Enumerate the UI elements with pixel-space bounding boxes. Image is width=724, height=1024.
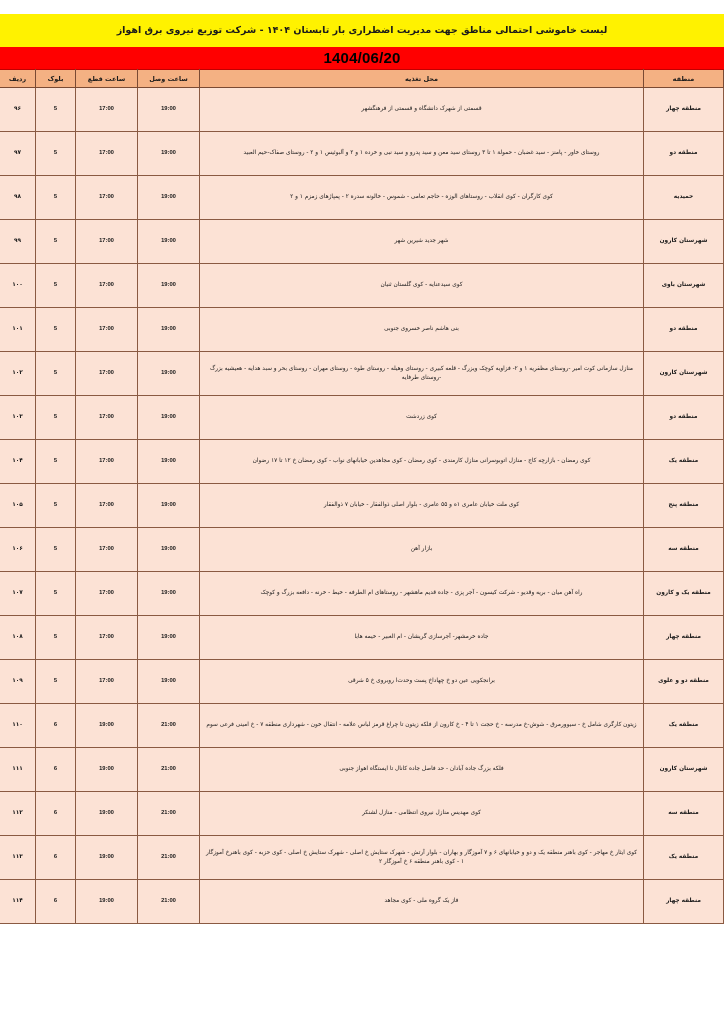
- cell-radif: ۱۱۳: [0, 836, 36, 880]
- schedule-date: 1404/06/20: [323, 49, 401, 67]
- cell-location: شهر جدید شیرین شهر: [200, 220, 644, 264]
- cell-radif: ۱۰۲: [0, 352, 36, 396]
- cell-location: راه آهن میان - بریه وقدیو - شرکت کیسون - آجر پزی - جاده قدیم ماهشهر - روستاهای ام الطرفه - خیط - خرنه - دافعه بزرگ و کوچک: [200, 572, 644, 616]
- table-row: [0, 704, 724, 748]
- table-row: [0, 88, 724, 132]
- cell-location: کوی ایثار خ مهاجر - کوی باهنر منطقه یک و دو و خیابانهای ۶ و ۷ آموزگار و بهاران - بلوار آرتش - شهرک ستایش خ اصلی - شهرک ستایش خ اصلی - کوی حزبه - کوی باهنرخ آموزگار ۱ - کوی باهنر منطقه ۶ خ آموزگار ۲: [200, 836, 644, 880]
- cell-location: منازل سازمانی کوت امیر -روستای مظفریه ۱ و ۲- فزاویه کوچک ویزرگ - قلعه کبیری - روستای وهیله - روستای طوه - روستای مهران - روستای بحر و سبد هدایه - هعیشیه بزرگ -روستای طرفایه: [200, 352, 644, 396]
- cell-connect-time: 19:00: [138, 572, 200, 616]
- cell-zone: منطقه یک: [644, 704, 724, 748]
- cell-connect-time: 19:00: [138, 132, 200, 176]
- cell-cut-time: 17:00: [76, 572, 138, 616]
- cell-zone: شهرستان کارون: [644, 748, 724, 792]
- cell-block: 5: [36, 484, 76, 528]
- cell-radif: ۱۱۰: [0, 704, 36, 748]
- cell-cut-time: 17:00: [76, 396, 138, 440]
- cell-radif: ۱۰۴: [0, 440, 36, 484]
- cell-block: 5: [36, 176, 76, 220]
- table-row: [0, 616, 724, 660]
- cell-cut-time: 17:00: [76, 264, 138, 308]
- cell-connect-time: 21:00: [138, 792, 200, 836]
- table-row: [0, 528, 724, 572]
- page-title: لیست خاموشی احتمالی مناطق جهت مدیریت اضطراری بار تابستان ۱۴۰۴ - شرکت توزیع نیروی برق اهواز: [116, 24, 608, 36]
- cell-connect-time: 19:00: [138, 352, 200, 396]
- cell-block: 5: [36, 660, 76, 704]
- cell-radif: ۹۶: [0, 88, 36, 132]
- cell-location: کوی زردشت: [200, 396, 644, 440]
- cell-zone: منطقه پنج: [644, 484, 724, 528]
- cell-location: روستای خاور - پامنز - سید غضبان - حمولة ۱ تا ۳ روستای سید معن و سید پدرو و سید نبی و خرده ۱ و ۲ و آلبوئیس ۱ و ۲ - روستای صفاک-حیم العبید: [200, 132, 644, 176]
- table-row: [0, 396, 724, 440]
- cell-radif: ۹۹: [0, 220, 36, 264]
- cell-zone: منطقه یک: [644, 836, 724, 880]
- table-header-row: [0, 70, 724, 88]
- cell-cut-time: 17:00: [76, 220, 138, 264]
- column-header-zone: منطقه: [644, 70, 724, 88]
- cell-zone: حمیدیه: [644, 176, 724, 220]
- cell-cut-time: 19:00: [76, 704, 138, 748]
- cell-cut-time: 17:00: [76, 484, 138, 528]
- cell-block: 5: [36, 528, 76, 572]
- cell-location: جاده خرمشهر- آجرسازی گریشان - ام الغبیر - خیمه هابا: [200, 616, 644, 660]
- cell-block: 6: [36, 792, 76, 836]
- column-header-block: بلوک: [36, 70, 76, 88]
- cell-connect-time: 19:00: [138, 176, 200, 220]
- cell-cut-time: 17:00: [76, 88, 138, 132]
- table-row: [0, 264, 724, 308]
- cell-zone: منطقه دو: [644, 132, 724, 176]
- table-row: [0, 352, 724, 396]
- cell-location: فاز یک گروه ملی - کوی مجاهد: [200, 880, 644, 924]
- cell-block: 5: [36, 616, 76, 660]
- cell-block: 5: [36, 220, 76, 264]
- cell-location: فلکه بزرگ جاده آبادان - حد فاصل جاده کانال تا ایستگاه اهواز جنوبی: [200, 748, 644, 792]
- cell-radif: ۹۷: [0, 132, 36, 176]
- column-header-radif: ردیف: [0, 70, 36, 88]
- cell-location: قسمتی از شهرک دانشگاه و قسمتی از فرهنگشهر: [200, 88, 644, 132]
- cell-cut-time: 17:00: [76, 352, 138, 396]
- cell-radif: ۱۰۹: [0, 660, 36, 704]
- cell-cut-time: 17:00: [76, 660, 138, 704]
- cell-radif: ۱۰۱: [0, 308, 36, 352]
- cell-zone: منطقه سه: [644, 528, 724, 572]
- cell-zone: منطقه یک: [644, 440, 724, 484]
- cell-block: 5: [36, 352, 76, 396]
- cell-cut-time: 19:00: [76, 880, 138, 924]
- cell-connect-time: 19:00: [138, 440, 200, 484]
- cell-connect-time: 19:00: [138, 264, 200, 308]
- cell-zone: منطقه دو: [644, 308, 724, 352]
- title-banner: [0, 14, 724, 47]
- table-row: [0, 748, 724, 792]
- cell-cut-time: 17:00: [76, 616, 138, 660]
- cell-zone: منطقه یک و کارون: [644, 572, 724, 616]
- cell-radif: ۱۱۲: [0, 792, 36, 836]
- table-row: [0, 880, 724, 924]
- table-row: [0, 836, 724, 880]
- cell-block: 6: [36, 836, 76, 880]
- cell-block: 5: [36, 440, 76, 484]
- cell-cut-time: 17:00: [76, 440, 138, 484]
- cell-location: بازار آهن: [200, 528, 644, 572]
- cell-radif: ۹۸: [0, 176, 36, 220]
- cell-block: 6: [36, 748, 76, 792]
- cell-radif: ۱۰۳: [0, 396, 36, 440]
- cell-radif: ۱۰۷: [0, 572, 36, 616]
- cell-cut-time: 17:00: [76, 176, 138, 220]
- cell-block: 6: [36, 704, 76, 748]
- cell-radif: ۱۰۶: [0, 528, 36, 572]
- cell-location: کوی مهدیس منازل نیروی انتظامی - منازل لشنکر: [200, 792, 644, 836]
- cell-block: 5: [36, 132, 76, 176]
- cell-zone: منطقه سه: [644, 792, 724, 836]
- cell-cut-time: 19:00: [76, 792, 138, 836]
- cell-location: کوی رمضان - بازارچه کاج - منازل اتوبوسرانی منازل کارمندی - کوی رمضان - کوی مجاهدین خیابانهای نواب - کوی رمضان خ ۱۲ تا ۱۷ رضوان: [200, 440, 644, 484]
- cell-cut-time: 17:00: [76, 132, 138, 176]
- cell-cut-time: 17:00: [76, 528, 138, 572]
- cell-block: 5: [36, 308, 76, 352]
- cell-block: 5: [36, 88, 76, 132]
- cell-connect-time: 21:00: [138, 880, 200, 924]
- cell-connect-time: 19:00: [138, 308, 200, 352]
- cell-zone: منطقه دو: [644, 396, 724, 440]
- cell-zone: منطقه چهار: [644, 88, 724, 132]
- column-header-cut-time: ساعت قطع: [76, 70, 138, 88]
- cell-connect-time: 19:00: [138, 396, 200, 440]
- outage-schedule-table: [0, 69, 724, 924]
- table-header: [0, 70, 724, 88]
- cell-connect-time: 21:00: [138, 704, 200, 748]
- cell-connect-time: 19:00: [138, 484, 200, 528]
- cell-connect-time: 19:00: [138, 660, 200, 704]
- cell-zone: شهرستان کارون: [644, 220, 724, 264]
- cell-zone: منطقه چهار: [644, 616, 724, 660]
- table-row: [0, 132, 724, 176]
- cell-location: کوی کارگران - کوی انقلاب - روستاهای الوزه - حاجم تعامی - شموس - خالونه سدره ۲ - پمپاژهای زمزم ۱ و ۲: [200, 176, 644, 220]
- table-row: [0, 440, 724, 484]
- cell-radif: ۱۱۴: [0, 880, 36, 924]
- table-row: [0, 484, 724, 528]
- cell-connect-time: 21:00: [138, 836, 200, 880]
- cell-cut-time: 19:00: [76, 836, 138, 880]
- cell-connect-time: 19:00: [138, 528, 200, 572]
- cell-radif: ۱۱۱: [0, 748, 36, 792]
- column-header-location: محل تغذیه: [200, 70, 644, 88]
- cell-location: زیتون کارگری شامل خ - سیوورمرق - شوش-خ مدرسه - خ حجت ۱ تا ۴ - خ کارون از فلکه زیتون تا چراغ قرمز لباس علامه - انتقال خون - شهرداری منطقه ۷ - خ امینی فرعی سوم: [200, 704, 644, 748]
- cell-block: 5: [36, 396, 76, 440]
- table-row: [0, 308, 724, 352]
- cell-radif: ۱۰۵: [0, 484, 36, 528]
- cell-cut-time: 19:00: [76, 748, 138, 792]
- column-header-connect-time: ساعت وصل: [138, 70, 200, 88]
- cell-connect-time: 19:00: [138, 616, 200, 660]
- table-row: [0, 572, 724, 616]
- table-row: [0, 792, 724, 836]
- cell-location: کوی ملت خیابان عامری ۱ه و ۵۵ عامری - بلوار اصلی ذوالفقار - خیابان ۷ ذوالفقار: [200, 484, 644, 528]
- cell-location: کوی سیدعنایه - کوی گلستان ثنیان: [200, 264, 644, 308]
- date-banner: [0, 47, 724, 69]
- cell-zone: منطقه چهار: [644, 880, 724, 924]
- cell-zone: شهرستان باوی: [644, 264, 724, 308]
- cell-radif: ۱۰۰: [0, 264, 36, 308]
- cell-block: 5: [36, 572, 76, 616]
- cell-location: بنی هاشم ناصر خسروی جنوبی: [200, 308, 644, 352]
- cell-zone: منطقه دو و علوی: [644, 660, 724, 704]
- cell-block: 6: [36, 880, 76, 924]
- table-row: [0, 220, 724, 264]
- cell-connect-time: 19:00: [138, 220, 200, 264]
- cell-block: 5: [36, 264, 76, 308]
- cell-location: برانجکویی عین دو خ چهاد‌اخ پست وحدت‌ا روبروی خ ۵ شرقی: [200, 660, 644, 704]
- table-body: [0, 88, 724, 924]
- cell-radif: ۱۰۸: [0, 616, 36, 660]
- cell-connect-time: 19:00: [138, 88, 200, 132]
- table-row: [0, 176, 724, 220]
- table-row: [0, 660, 724, 704]
- cell-connect-time: 21:00: [138, 748, 200, 792]
- cell-cut-time: 17:00: [76, 308, 138, 352]
- cell-zone: شهرستان کارون: [644, 352, 724, 396]
